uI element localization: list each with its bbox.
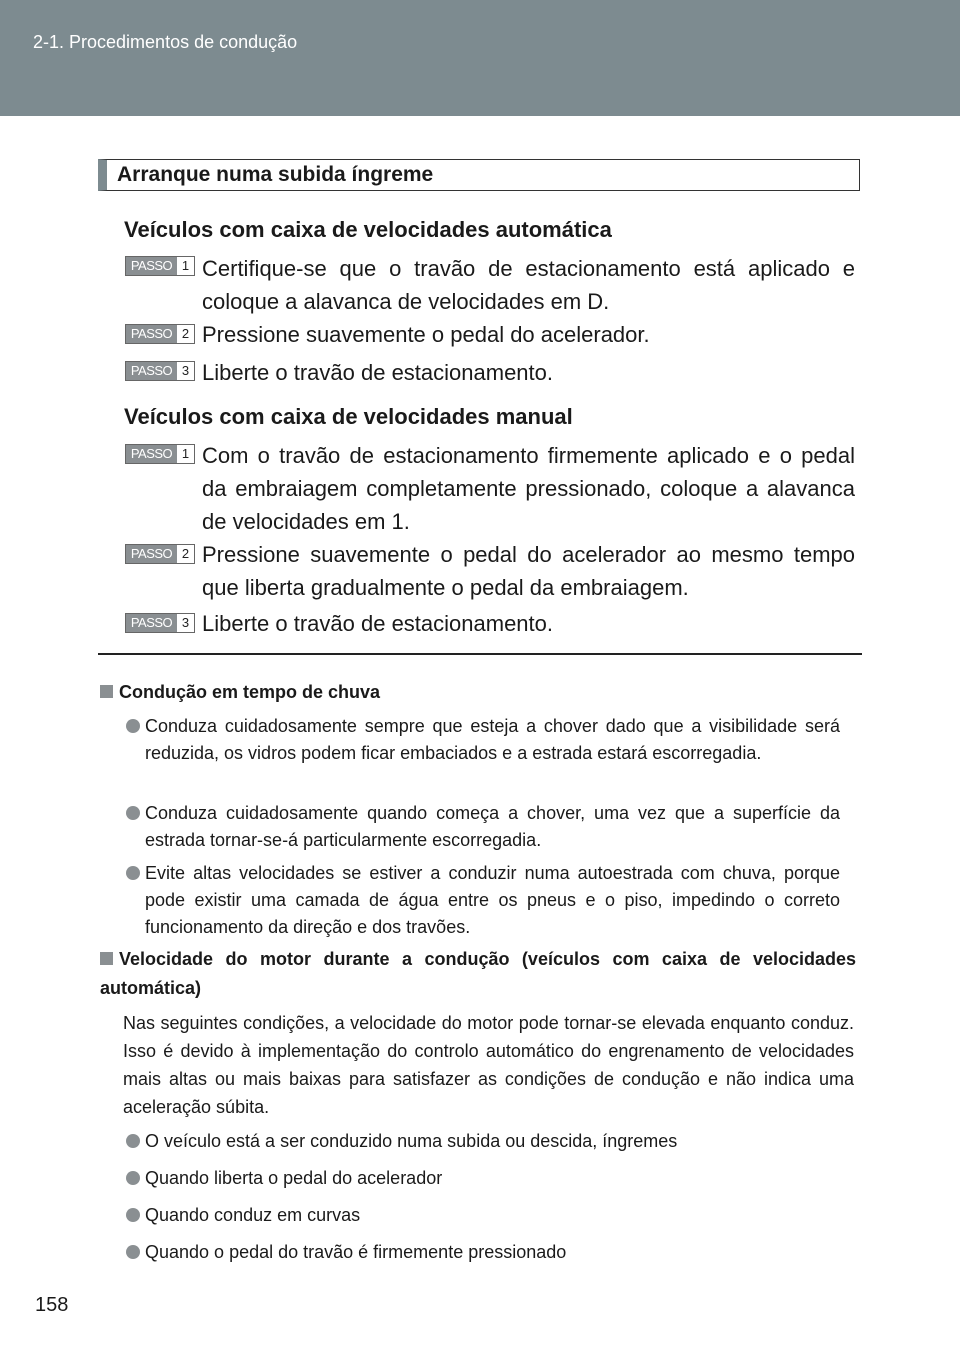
step-badge-word: PASSO (126, 362, 177, 380)
step-badge-manual-1 (125, 444, 195, 464)
rain-bullet-1 (126, 713, 840, 767)
bullet-text: Quando conduz em curvas (145, 1205, 361, 1225)
step-badge-number: 2 (177, 545, 194, 563)
section-divider (98, 653, 862, 655)
section-title-text: Arranque numa subida íngreme (117, 163, 434, 186)
bullet-text: Quando o pedal do travão é firmemente pressionado (145, 1242, 567, 1262)
step-badge-word: PASSO (126, 325, 177, 343)
round-bullet-icon (126, 866, 140, 880)
round-bullet-icon (126, 1171, 140, 1185)
step-text-auto-1: Certifique-se que o travão de estacionamento está aplicado e coloque a alavanca de velocidades em D. (202, 256, 855, 314)
automatic-heading: Veículos com caixa de velocidades automática (124, 217, 612, 242)
manual-heading: Veículos com caixa de velocidades manual (124, 404, 573, 429)
step-badge-auto-1 (125, 256, 195, 276)
engine-bullet-4 (126, 1239, 840, 1266)
step-text-manual-2: Pressione suavemente o pedal do acelerador ao mesmo tempo que liberta gradualmente o pedal da embraiagem. (202, 542, 855, 600)
step-text-auto-3: Liberte o travão de estacionamento. (202, 360, 554, 385)
step-badge-number: 1 (177, 445, 194, 463)
step-badge-manual-3 (125, 613, 195, 633)
step-badge-auto-3 (125, 361, 195, 381)
engine-speed-heading-text: Velocidade do motor durante a condução (veículos com caixa de velocidades automática) (100, 949, 856, 998)
engine-bullet-2 (126, 1165, 840, 1192)
section-title (98, 159, 860, 191)
bullet-text: Conduza cuidadosamente sempre que esteja a chover dado que a visibilidade será reduzida, os vidros podem ficar embaciados e a estrada estará escorregadia. (145, 716, 840, 763)
step-text-manual-3: Liberte o travão de estacionamento. (202, 611, 554, 636)
round-bullet-icon (126, 806, 140, 820)
bullet-text: O veículo está a ser conduzido numa subida ou descida, íngremes (145, 1131, 678, 1151)
round-bullet-icon (126, 719, 140, 733)
step-badge-number: 1 (177, 257, 194, 275)
round-bullet-icon (126, 1134, 140, 1148)
step-badge-number: 3 (177, 614, 194, 632)
round-bullet-icon (126, 1208, 140, 1222)
engine-speed-heading (100, 945, 856, 1003)
step-badge-word: PASSO (126, 445, 177, 463)
step-text-manual-1: Com o travão de estacionamento firmemente aplicado e o pedal da embraiagem completamente pressionado, coloque a alavanca de velocidades em 1. (202, 443, 855, 534)
step-badge-auto-2 (125, 324, 195, 344)
step-badge-word: PASSO (126, 614, 177, 632)
rain-bullet-2 (126, 800, 840, 854)
rain-bullet-3 (126, 860, 840, 941)
step-badge-word: PASSO (126, 257, 177, 275)
square-bullet-icon (100, 952, 113, 965)
step-badge-word: PASSO (126, 545, 177, 563)
bullet-text: Conduza cuidadosamente quando começa a chover, uma vez que a superfície da estrada tornar-se-á particularmente escorregadia. (145, 803, 840, 850)
step-text-auto-2: Pressione suavemente o pedal do acelerador. (202, 322, 650, 347)
engine-bullet-3 (126, 1202, 840, 1229)
bullet-text: Quando liberta o pedal do acelerador (145, 1168, 443, 1188)
rain-heading (100, 678, 856, 707)
breadcrumb: 2-1. Procedimentos de condução (33, 32, 298, 52)
step-badge-number: 3 (177, 362, 194, 380)
square-bullet-icon (100, 685, 113, 698)
rain-heading-text: Condução em tempo de chuva (119, 682, 381, 702)
engine-speed-paragraph: Nas seguintes condições, a velocidade do motor pode tornar-se elevada enquanto conduz. Isso é devido à implementação do controlo automático do engrenamento de velocidades mais altas ou mais baixas para satisfazer as condições de condução e não indica uma aceleração súbita. (123, 1013, 854, 1117)
round-bullet-icon (126, 1245, 140, 1259)
header-band (0, 0, 960, 116)
bullet-text: Evite altas velocidades se estiver a conduzir numa autoestrada com chuva, porque pode existir uma camada de água entre os pneus e o piso, impedindo o correto funcionamento da direção e dos travões. (145, 863, 840, 937)
engine-bullet-1 (126, 1128, 840, 1155)
step-badge-number: 2 (177, 325, 194, 343)
page-number: 158 (35, 1294, 69, 1316)
step-badge-manual-2 (125, 544, 195, 564)
